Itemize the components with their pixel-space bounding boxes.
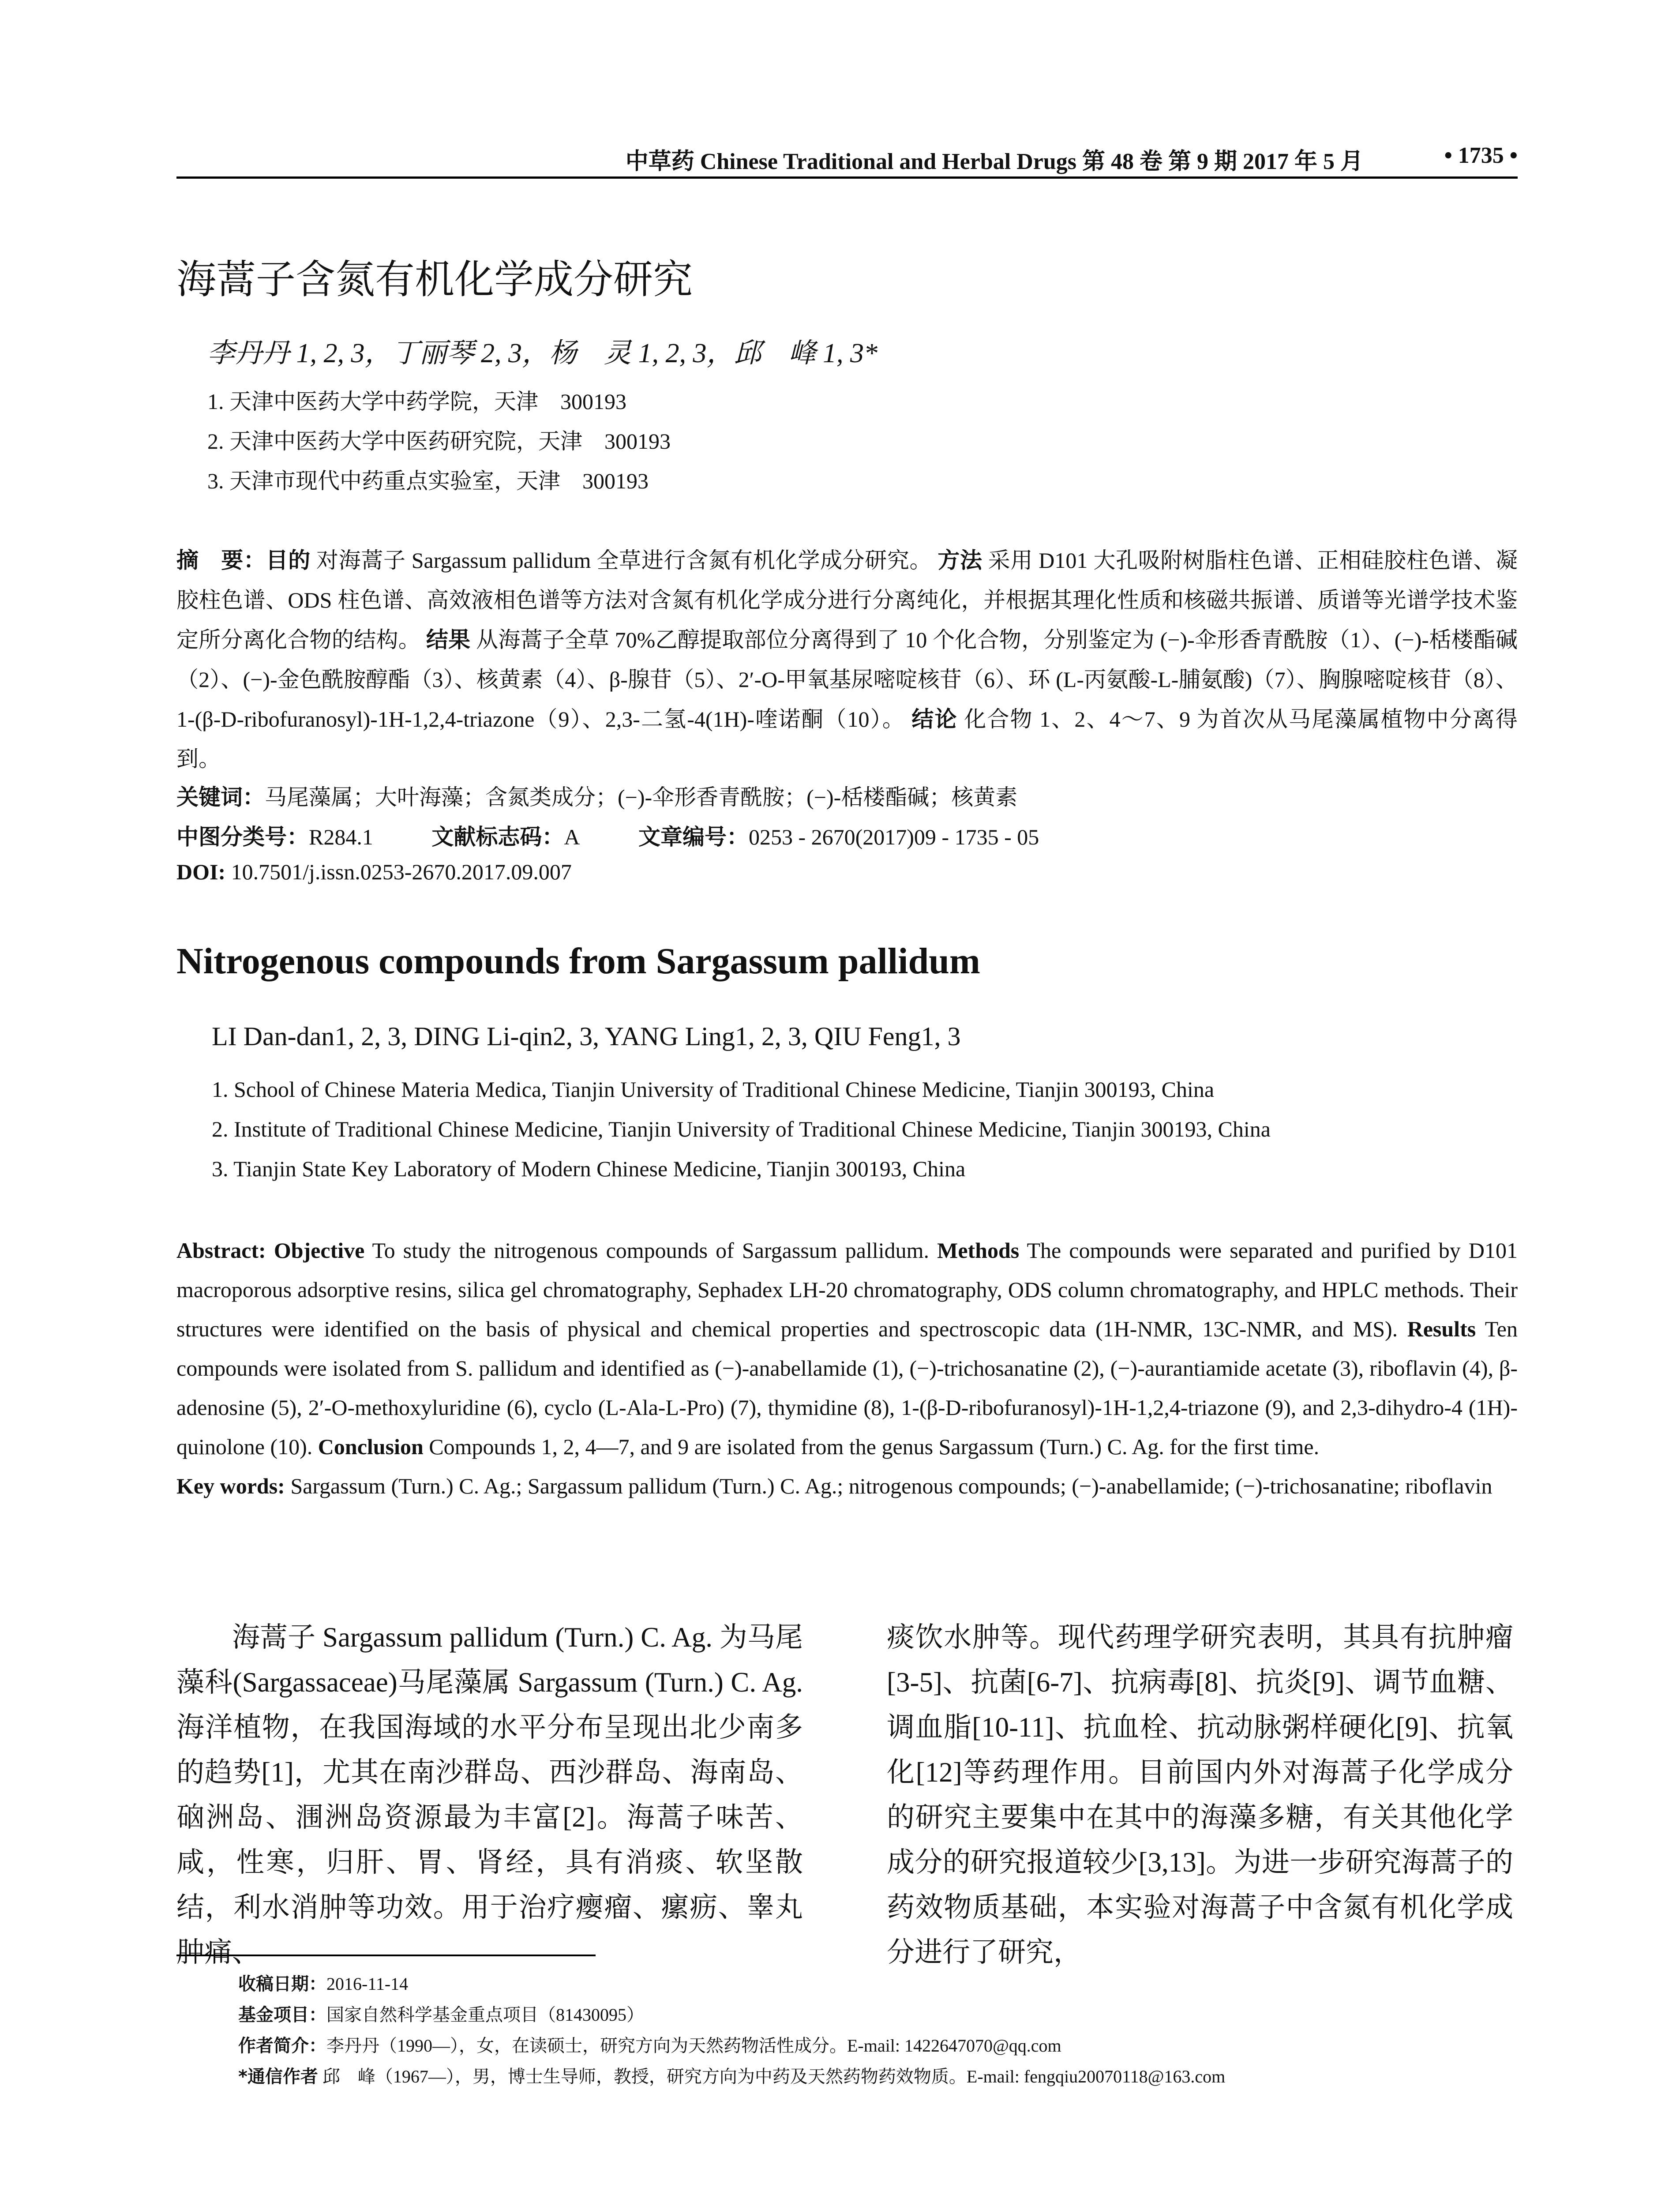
keywords-cn-text: 马尾藻属；大叶海藻；含氮类成分；(−)-伞形香青酰胺；(−)-栝楼酯碱；核黄素 [265,785,1018,810]
methods-en-label: Methods [937,1238,1020,1263]
methods-en-text: The compounds were separated and purified by D101 macroporous adsorptive resins, silica gel chromatography, Sephadex LH-20 chromatography, ODS column chromatography, and HPLC methods. Their structures were identified on the basis of physical and chemical properties and spectroscopic data (1H-NMR, 13C-NMR, and MS). [176,1238,1518,1341]
journal-name: 中草药 Chinese Traditional and Herbal Drugs 第 48 卷 第 9 期 2017 年 5 月 [625,149,1363,174]
body-column-left: 海蒿子 Sargassum pallidum (Turn.) C. Ag. 为马尾藻科(Sargassaceae)马尾藻属 Sargassum (Turn.) C. Ag. 海洋植物，在我国海域的水平分布呈现出北少南多的趋势[1]，尤其在南沙群岛、西沙群岛、海南岛、硇洲岛、涠洲岛资源最为丰富[2]。海蒿子味苦、咸，性寒，归肝、胃、肾经，具有消痰、软坚散结，利水消肿等功效。用于治疗瘿瘤、瘰疬、睾丸肿痛、 [176,1622,803,1968]
footnote-funding [238,2001,644,2026]
abstract-en-label: Abstract: [176,1238,266,1263]
conclusion-en-text: Compounds 1, 2, 4—7, and 9 are isolated from the genus Sargassum (Turn.) C. Ag. for the first time. [429,1434,1320,1459]
authors-cn: 李丹丹 1, 2, 3，丁丽琴 2, 3，杨 灵 1, 2, 3，邱 峰 1, 3* [207,338,878,368]
keywords-cn [176,780,1017,811]
footnote-author-bio [238,2032,1061,2057]
affiliation-cn-2: 2. 天津中医药大学中医药研究院，天津 300193 [207,429,671,454]
received-label: 收稿日期： [238,1974,326,1994]
conclusion-cn-text: 化合物 1、2、4～7、9 为首次从马尾藻属植物中分离得到。 [176,707,1518,771]
methods-cn-label: 方法 [938,548,982,573]
keywords-en-text: Sargassum (Turn.) C. Ag.; Sargassum pallidum (Turn.) C. Ag.; nitrogenous compounds; (−)-anabellamide; (−)-trichosanatine; riboflavin [290,1474,1492,1498]
funding-label: 基金项目： [238,2005,326,2025]
clc-label: 中图分类号： [176,824,309,850]
received-text: 2016-11-14 [326,1974,409,1994]
doi-line [176,859,572,885]
article-title-cn: 海蒿子含氮有机化学成分研究 [176,256,693,303]
keywords-cn-label: 关键词： [176,784,265,810]
results-en-text: Ten compounds were isolated from S. pallidum and identified as (−)-anabellamide (1), (−)-trichosanatine (2), (−)-aurantiamide acetate (3), riboflavin (4), β-adenosine (5), 2′-O-methoxyluridine (6), cyclo (L-Ala-L-Pro) (7), thymidine (8), 1-(β-D-ribofuranosyl)-1H-1,2,4-triazone (9), and 2,3-dihydro-4 (1H)-quinolone (10). [176,1317,1518,1459]
abstract-cn [176,540,1518,779]
keywords-en-label: Key words: [176,1474,285,1498]
author-bio-text: 李丹丹（1990—），女，在读硕士，研究方向为天然药物活性成分。E-mail: 1422647070@qq.com [326,2036,1061,2056]
footnote-corresponding [238,2063,1225,2088]
article-number-value: 0253 - 2670(2017)09 - 1735 - 05 [748,825,1039,849]
article-number-label: 文章编号： [638,824,749,850]
objective-en-text: To study the nitrogenous compounds of Sargassum pallidum. [372,1238,930,1263]
classification-line [176,819,1039,851]
methods-cn-text: 采用 D101 大孔吸附树脂柱色谱、正相硅胶柱色谱、凝胶柱色谱、ODS 柱色谱、高效液相色谱等方法对含氮有机化学成分进行分离纯化，并根据其理化性质和核磁共振谱、质谱等光谱学技术鉴定所分离化合物的结构。 [176,548,1518,652]
body-column-right: 痰饮水肿等。现代药理学研究表明，其具有抗肿瘤[3-5]、抗菌[6-7]、抗病毒[8]、抗炎[9]、调节血糖、调血脂[10-11]、抗血栓、抗动脉粥样硬化[9]、抗氧化[12]等药理作用。目前国内外对海蒿子化学成分的研究主要集中在其中的海藻多糖，有关其他化学成分的研究报道较少[3,13]。为进一步研究海蒿子的药效物质基础，本实验对海蒿子中含氮有机化学成分进行了研究， [887,1622,1513,1968]
corresponding-text: 邱 峰（1967—），男，博士生导师，教授，研究方向为中药及天然药物药效物质。E-mail: fengqiu20070118@163.com [322,2067,1226,2086]
affiliation-cn-1: 1. 天津中医药大学中药学院，天津 300193 [207,389,626,414]
abstract-en [176,1231,1518,1506]
footnote-received [238,1970,408,1995]
footnote-divider [176,1955,596,1956]
affiliation-en-3: 3. Tianjin State Key Laboratory of Modern Chinese Medicine, Tianjin 300193, China [212,1156,966,1181]
page-header [176,140,1518,179]
page-number: • 1735 • [1444,143,1518,168]
affiliation-en-2: 2. Institute of Traditional Chinese Medicine, Tianjin University of Traditional Chinese Medicine, Tianjin 300193, China [212,1117,1271,1141]
results-cn-text: 从海蒿子全草 70%乙醇提取部位分离得到了 10 个化合物，分别鉴定为 (−)-伞形香青酰胺（1）、(−)-栝楼酯碱（2）、(−)-金色酰胺醇酯（3）、核黄素（4）、β-腺苷（5）、2′-O-甲氧基尿嘧啶核苷（6）、环 (L-丙氨酸-L-脯氨酸)（7）、胸腺嘧啶核苷（8）、1-(β-D-ribofuranosyl)-1H-1,2,4-triazone（9）、2,3-二氢-4(1H)-喹诺酮（10）。 [176,627,1518,732]
objective-cn-text: 对海蒿子 Sargassum pallidum 全草进行含氮有机化学成分研究。 [316,548,932,573]
article-title-en: Nitrogenous compounds from Sargassum pallidum [176,941,980,982]
clc-value: R284.1 [309,825,373,849]
objective-cn-label: 目的 [266,548,311,573]
conclusion-cn-label: 结论 [911,706,958,732]
author-bio-label: 作者简介： [238,2036,326,2056]
results-cn-label: 结果 [426,627,471,653]
doi-value: 10.7501/j.issn.0253-2670.2017.09.007 [231,859,572,884]
abstract-cn-label: 摘 要： [176,548,266,573]
doc-code-label: 文献标志码： [431,824,564,850]
results-en-label: Results [1407,1317,1476,1341]
affiliation-cn-3: 3. 天津市现代中药重点实验室，天津 300193 [207,469,649,493]
doc-code-value: A [564,825,580,849]
authors-en: LI Dan-dan1, 2, 3, DING Li-qin2, 3, YANG Ling1, 2, 3, QIU Feng1, 3 [212,1022,961,1051]
objective-en-label: Objective [274,1238,365,1263]
conclusion-en-label: Conclusion [318,1434,424,1459]
funding-text: 国家自然科学基金重点项目（81430095） [326,2005,644,2025]
affiliation-en-1: 1. School of Chinese Materia Medica, Tianjin University of Traditional Chinese Medicine, Tianjin 300193, China [212,1077,1215,1102]
doi-label: DOI: [176,859,226,884]
corresponding-label: *通信作者 [238,2067,318,2087]
